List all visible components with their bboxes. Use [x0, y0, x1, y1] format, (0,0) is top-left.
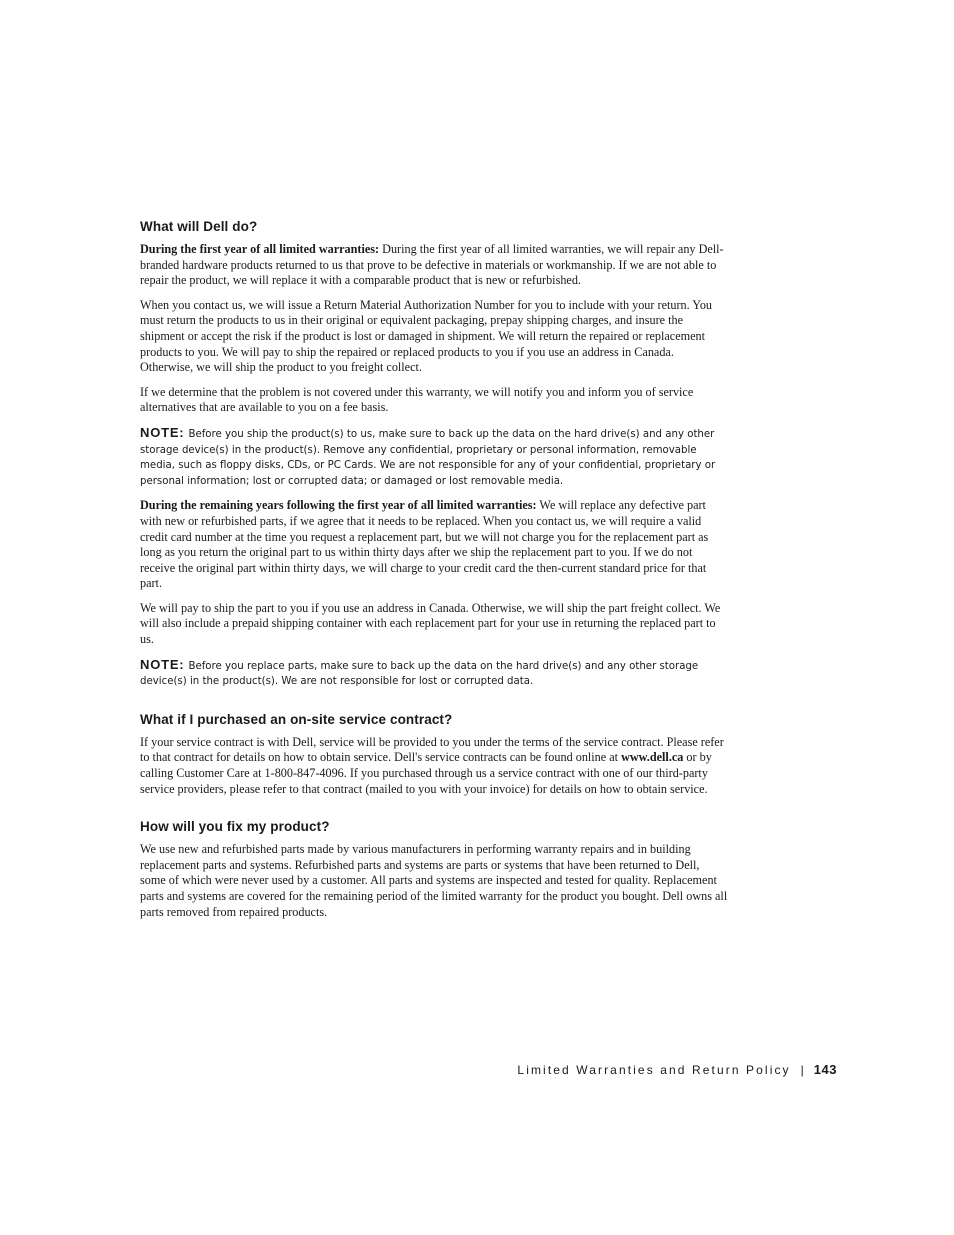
paragraph-onsite-service: [140, 735, 728, 797]
page-footer: [517, 1062, 837, 1077]
footer-title: Limited Warranties and Return Policy: [517, 1063, 791, 1077]
note-text: Before you ship the product(s) to us, make sure to back up the data on the hard drive(s) and any other storage device(s) in the product(s). Remove any confidential, proprietary or personal information, removable media, such as floppy disks, CDs, or PC Cards. We are not responsible for any of your confidential, proprietary or personal information; lost or corrupted data; or damaged or lost removable media.: [140, 428, 716, 487]
paragraph-text-first-year: During the first year of all limited warranties, we will repair any Dell-branded hardware products returned to us that prove to be defective in materials or workmanship. If we are not able to repair the product, we will replace it with a comparable product that is new or refurbished.: [140, 242, 724, 288]
paragraph-return-authorization: When you contact us, we will issue a Return Material Authorization Number for you to include with your return. You must return the products to us in their original or equivalent packaging, prepay shipping charges, and insure the shipment or accept the risk if the product is lost or damaged in shipment. We will return the repaired or replacement products to you. We will pay to ship the repaired or replaced products to you if you use an address in Canada. Otherwise, we will ship the product to you freight collect.: [140, 297, 713, 375]
section-heading-fix-product: How will you fix my product?: [140, 819, 330, 835]
paragraph-remaining-years: [140, 498, 728, 592]
page-number: 143: [813, 1062, 837, 1077]
note-backup-before-ship: [140, 425, 728, 489]
paragraph-fix-product: We use new and refurbished parts made by various manufacturers in performing warranty repairs and in building replacement parts and systems. Refurbished parts and systems are parts or systems that have been returned to Dell, some of which were never used by a customer. All parts and systems are inspected and tested for quality. Replacement parts and systems are covered for the remaining period of the limited warranty for the product you bought. Dell owns all parts removed from repaired products.: [140, 842, 728, 919]
paragraph-lead-first-year: During the first year of all limited warranties:: [140, 242, 380, 256]
section-heading-onsite-service: What if I purchased an on-site service contract?: [140, 711, 453, 727]
section-heading-what-will-dell-do: What will Dell do?: [140, 219, 258, 234]
paragraph-first-year: [140, 242, 728, 289]
paragraph-ship-part: We will pay to ship the part to you if you use an address in Canada. Otherwise, we will ship the part freight collect. We will also include a prepaid shipping container with each replacement part for your use in returning the replaced part to us.: [140, 600, 721, 647]
note-label: NOTE:: [140, 424, 185, 440]
paragraph-lead-remaining-years: During the remaining years following the first year of all limited warranties:: [140, 498, 537, 513]
page-content: [140, 219, 728, 929]
paragraph-text-onsite-a: If your service contract is with Dell, service will be provided to you under the terms of the service contract. Please refer to that contract for details on how to obtain service. Dell's service contracts can be found online at: [140, 734, 724, 765]
paragraph-not-covered: If we determine that the problem is not covered under this warranty, we will notify you and inform you of service alternatives that are available to you on a fee basis.: [140, 384, 694, 415]
note-backup-before-replace: [140, 657, 728, 690]
paragraph-text-remaining-years: We will replace any defective part with new or refurbished parts, if we agree that it needs to be replaced. When you contact us, we will require a valid credit card number at the time you request a replacement part, but we will not charge you for the replacement part as long as you return the original part to us within thirty days after we ship the replacement part to you. If we do not receive the original part within thirty days, we will charge to your credit card the then-current standard price for that part.: [140, 498, 709, 591]
dell-website-link[interactable]: www.dell.ca: [621, 750, 684, 765]
note-text: Before you replace parts, make sure to back up the data on the hard drive(s) and any other storage device(s) in the product(s). We are not responsible for lost or corrupted data.: [140, 660, 699, 688]
footer-separator: |: [800, 1063, 804, 1077]
paragraph-text-onsite-b: or by calling Customer Care at 1-800-847-4096. If you purchased through us a service contract with one of our third-party service providers, please refer to that contract (mailed to you with your invoice) for details on how to obtain service.: [140, 750, 712, 796]
note-label: NOTE:: [140, 656, 185, 672]
